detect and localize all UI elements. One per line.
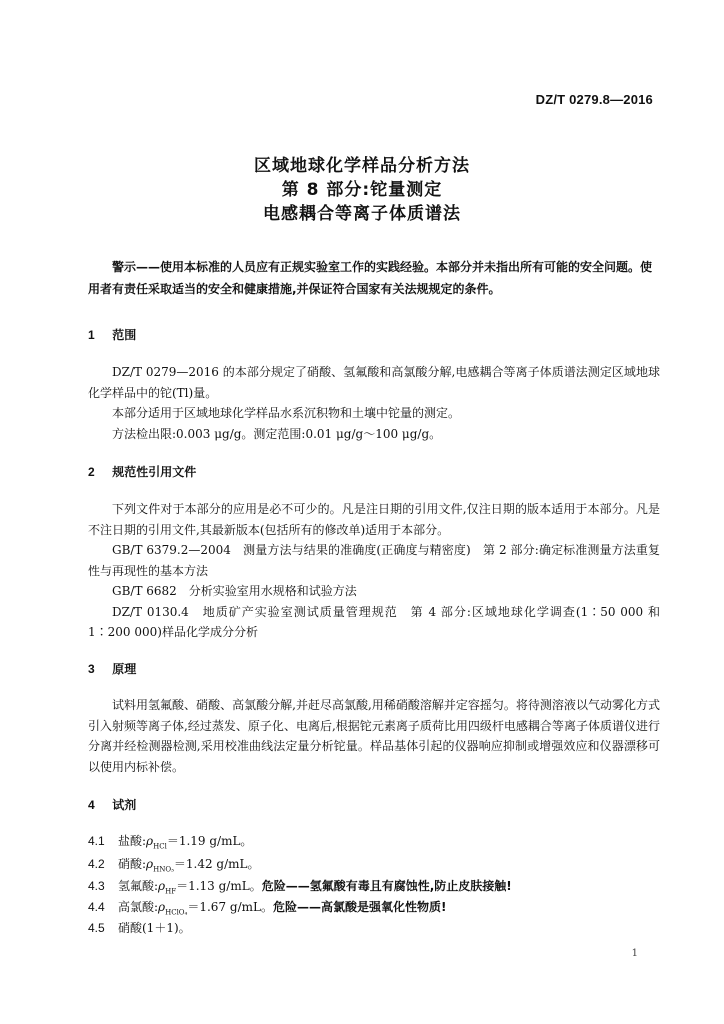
reagent-number: 4.4 [88,900,105,914]
reagent-name: 硝酸: [118,857,147,871]
section-number: 2 [88,465,95,479]
reagent-name: 氢氟酸: [118,879,159,893]
paragraph: 下列文件对于本部分的应用是必不可少的。凡是注日期的引用文件,仅注日期的版本适用于本部分。凡是不注日期的引用文件,其最新版本(包括所有的修改单)适用于本部分。 [88,502,660,537]
section-title: 原理 [112,662,137,676]
reagent-number: 4.1 [88,834,105,848]
reagent-item [88,899,446,920]
reagent-number: 4.2 [88,857,105,871]
hazard-warning: 危险——高氯酸是强氧化性物质! [272,900,447,914]
paragraph: 方法检出限:0.003 μg/g。测定范围:0.01 μg/g～100 μg/g。 [112,426,442,441]
reference-item: GB/T 6379.2—2004 测量方法与结果的准确度(正确度与精密度) 第 2 部分:确定标准测量方法重复性与再现性的基本方法 [88,543,660,578]
reagent-density: ＝1.13 g/mL。 [176,879,262,893]
section-number: 4 [88,798,95,812]
section-1-body [88,362,660,444]
density-subscript: HF [165,887,177,896]
paragraph: 试料用氢氟酸、硝酸、高氯酸分解,并赶尽高氯酸,用稀硝酸溶解并定容摇匀。将待测溶液以气动雾化方式引入射频等离子体,经过蒸发、原子化、电离后,根据铊元素离子质荷比用四级杆电感耦合等离子体质谱仪进行分离并经检测器检测,采用校准曲线法定量分析铊量。样品基体引起的仪器响应抑制或增强效应和仪器漂移可以使用内标补偿。 [88,698,660,774]
reagent-number: 4.3 [88,879,105,893]
reagent-density: ＝1.67 g/mL。 [187,900,273,914]
document-title [0,154,724,226]
section-3-body [88,695,660,777]
title-line-3: 电感耦合等离子体质谱法 [263,204,461,224]
reagent-item [88,856,260,877]
density-symbol: ρ [146,834,154,848]
section-2-heading [88,463,196,480]
section-number: 3 [88,662,95,676]
safety-warning: 警示——使用本标准的人员应有正规实验室工作的实践经验。本部分并未指出所有可能的安全问题。使用者有责任采取适当的安全和健康措施,并保证符合国家有关法规规定的条件。 [88,260,653,296]
section-title: 范围 [112,328,137,342]
reagent-name: 高氯酸: [118,900,159,914]
reagent-name: 盐酸: [118,834,147,848]
reference-item: GB/T 6682 分析实验室用水规格和试验方法 [112,584,357,598]
title-line-1: 区域地球化学样品分析方法 [254,156,470,176]
density-subscript: HClO₄ [165,908,188,917]
density-symbol: ρ [158,879,166,893]
reagent-item [88,833,252,854]
reagent-name: 硝酸(1＋1)。 [118,921,191,935]
reagent-density: ＝1.42 g/mL。 [173,857,260,871]
paragraph: DZ/T 0279—2016 的本部分规定了硝酸、氢氟酸和高氯酸分解,电感耦合等离子体质谱法测定区域地球化学样品中的铊(Tl)量。 [88,365,660,400]
density-symbol: ρ [158,900,166,914]
reagent-item [88,878,512,899]
section-3-heading [88,660,136,677]
section-1-heading [88,326,136,343]
density-subscript: HCl [153,842,167,851]
reagent-number: 4.5 [88,921,105,935]
section-4-heading [88,796,136,813]
hazard-warning: 危险——氢氟酸有毒且有腐蚀性,防止皮肤接触! [261,879,512,893]
section-number: 1 [88,328,95,342]
section-title: 规范性引用文件 [112,465,197,479]
standard-code: DZ/T 0279.8—2016 [535,92,653,107]
reference-item: DZ/T 0130.4 地质矿产实验室测试质量管理规范 第 4 部分:区域地球化学调查(1∶50 000 和 1∶200 000)样品化学成分分析 [88,604,660,639]
section-title: 试剂 [112,798,137,812]
density-symbol: ρ [146,857,154,871]
density-subscript: HNO₃ [153,865,174,874]
section-2-body [88,499,660,643]
paragraph: 本部分适用于区域地球化学样品水系沉积物和土壤中铊量的测定。 [112,406,461,420]
reagent-item [88,920,191,936]
page-number: 1 [631,948,638,959]
reagent-density: ＝1.19 g/mL。 [166,834,253,848]
title-line-2: 第 8 部分:铊量测定 [281,180,443,200]
